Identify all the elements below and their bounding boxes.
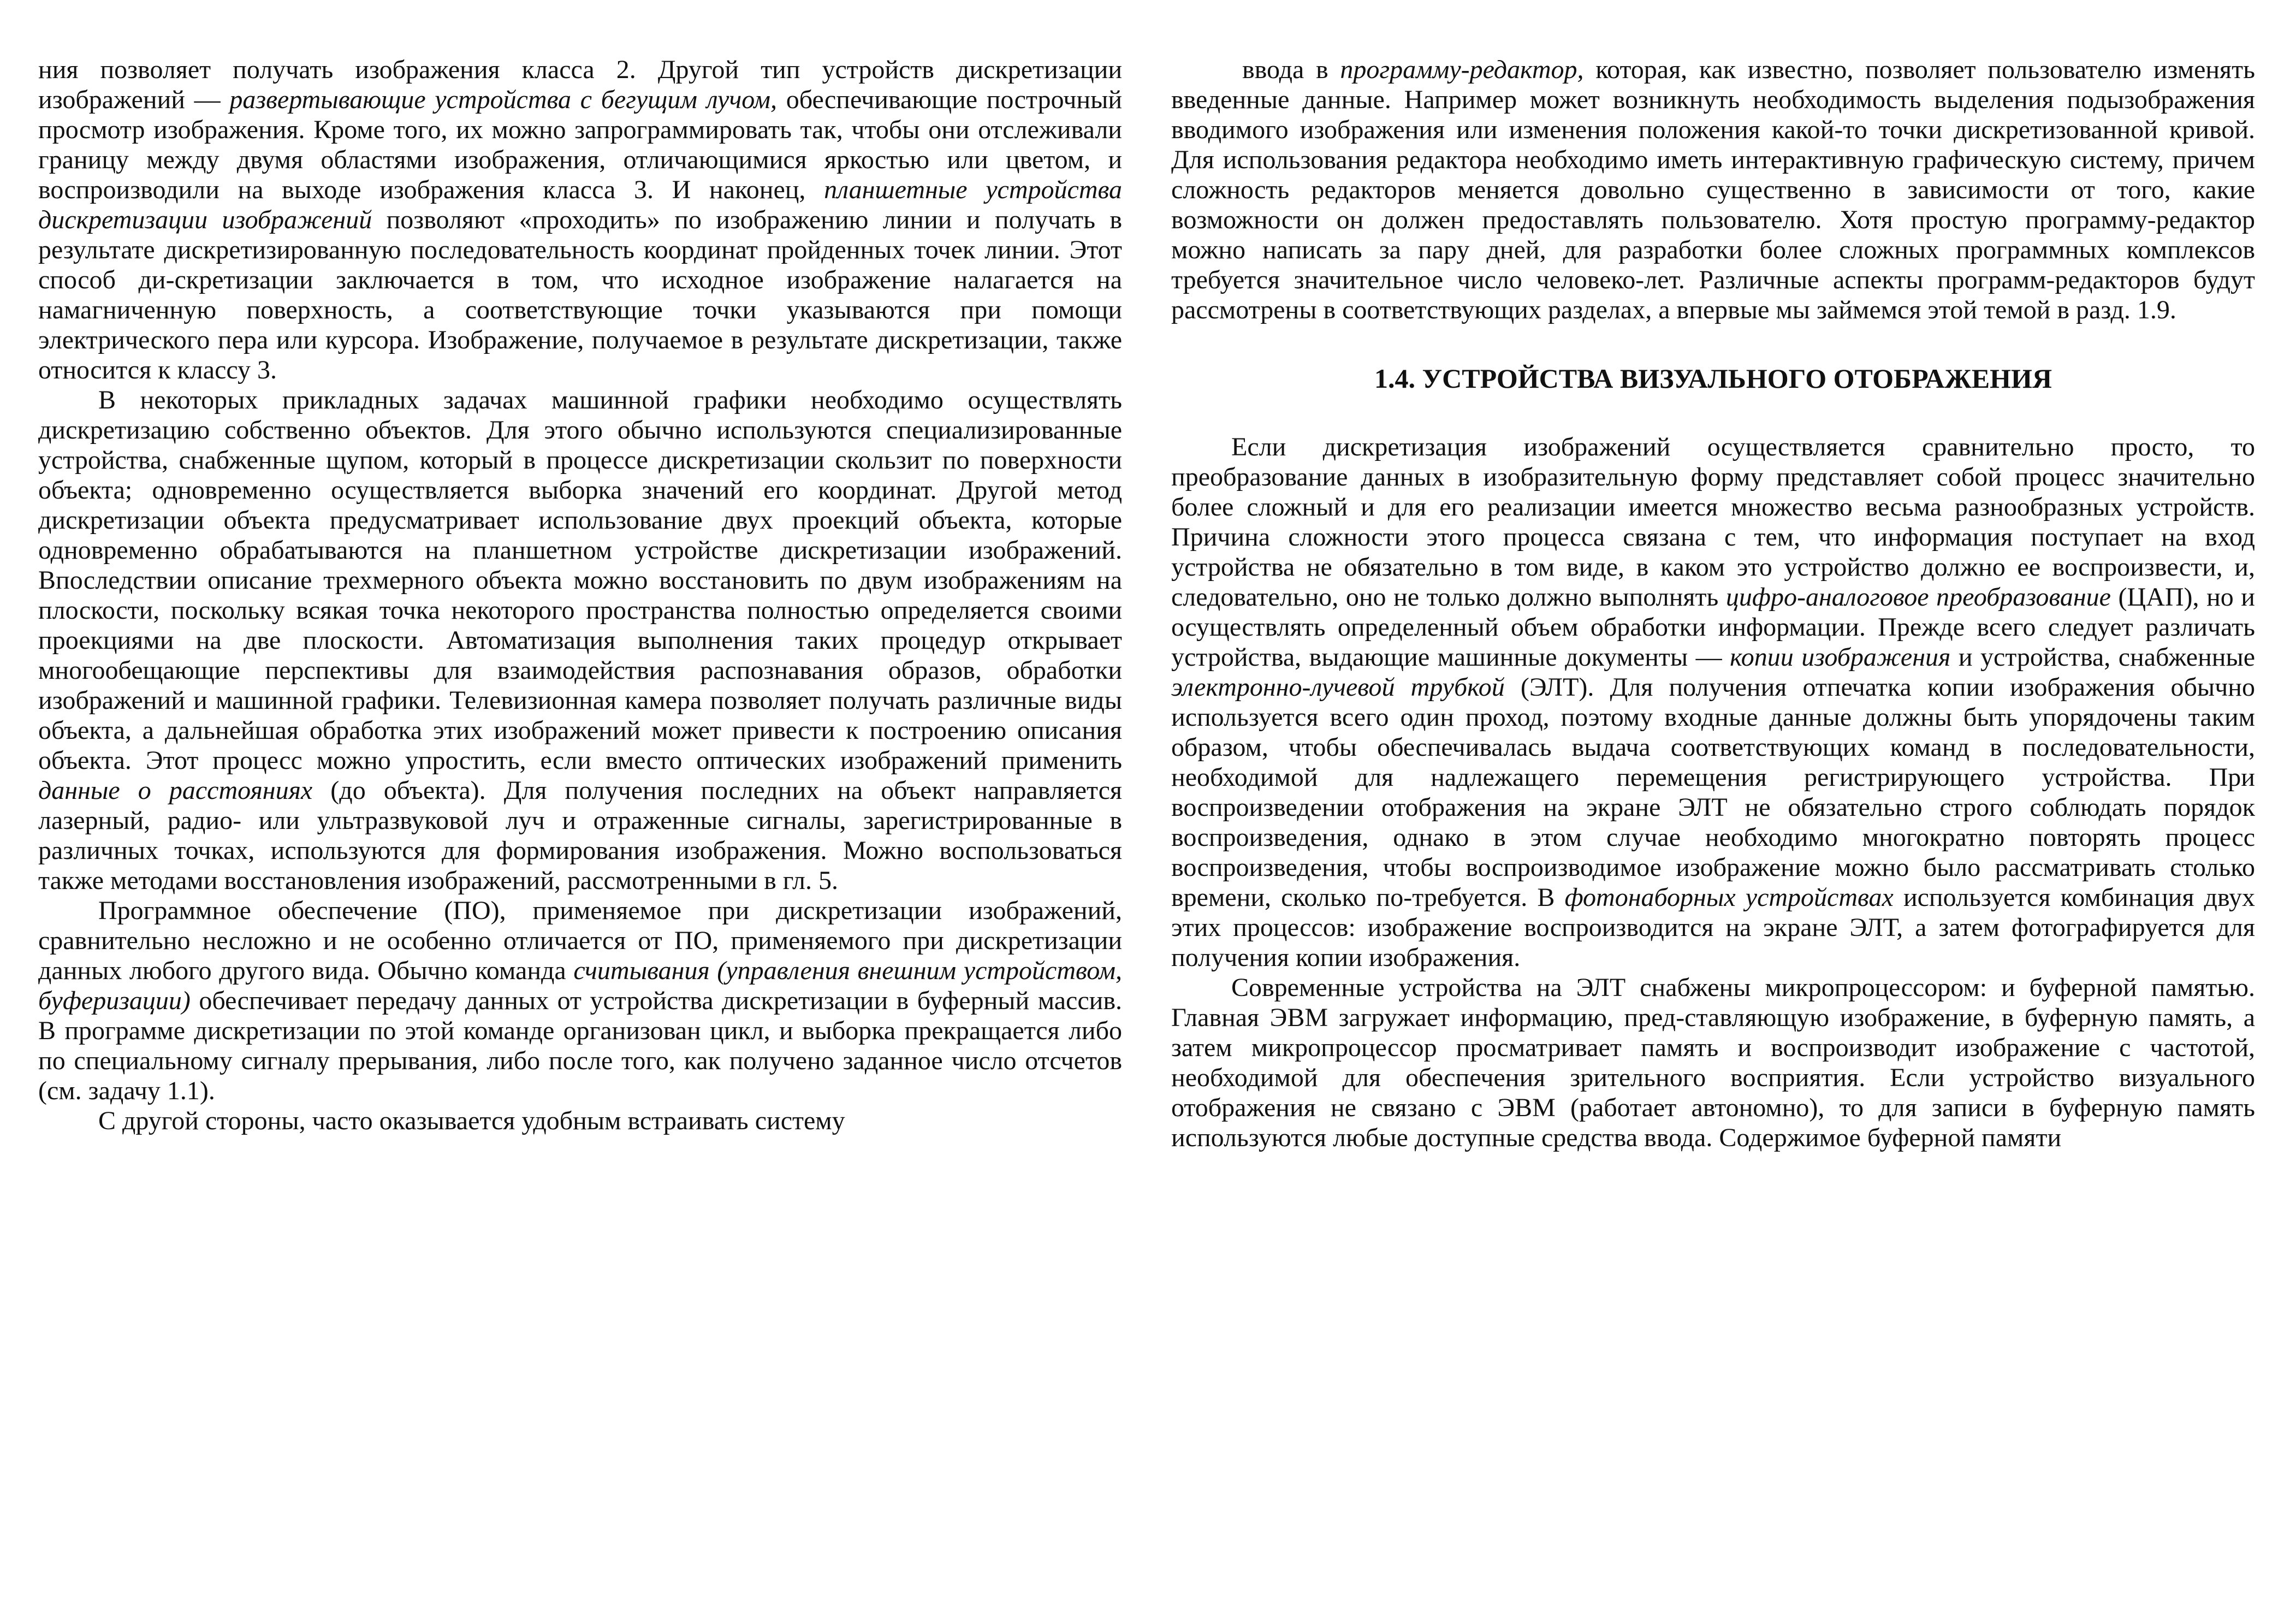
- left-paragraph-1: [38, 55, 1122, 385]
- text-run: (ЭЛТ). Для получения отпечатка копии изображения обычно используется всего один проход, поэтому входные данные должны быть упорядочены таким образом, чтобы обеспечивалась выдача соответствующих команд в последовательности, необходимой для надлежащего перемещения регистрирующего устройства. При воспроизведении отображения на экране ЭЛТ не обязательно строго соблюдать порядок воспроизведения, однако в этом случае необходимо многократно повторять процесс воспроизведения, чтобы воспроизводимое изображение можно было рассматривать столько времени, сколько по-требуется. В: [1171, 673, 2255, 912]
- right-paragraph-1: [1171, 55, 2255, 325]
- italic-term: программу-редактор,: [1340, 55, 1584, 84]
- right-paragraph-2: [1171, 432, 2255, 973]
- text-run: ввода в: [1242, 55, 1340, 84]
- text-run: обеспечивающие построчный просмотр изображения. Кроме того, их можно запрограммировать так, чтобы они отслеживали границу между двумя областями изображения, отличающимися яркостью или цветом, и воспроизводили на выходе изображения класса 3. И наконец,: [38, 85, 1123, 204]
- left-paragraph-3: [38, 896, 1122, 1106]
- text-run: ния позволяет получать изображения класса 2. Другой тип устройств дискретизации изображений —: [38, 55, 1122, 114]
- section-heading: 1.4. УСТРОЙСТВА ВИЗУАЛЬНОГО ОТОБРАЖЕНИЯ: [1374, 363, 2052, 394]
- text-run: (до объекта). Для получения последних на объект направляется лазерный, радио- или ультразвуковой луч и отраженные сигналы, зарегистрированные в различных точках, используются для формирования изображения. Можно воспользоваться также методами восстановления изображений, рассмотренными в гл. 5.: [38, 776, 1122, 895]
- italic-term: развертывающие устройства с бегущим лучом,: [229, 85, 778, 114]
- text-run: используется комбинация двух этих процессов: изображение воспроизводится на экране ЭЛТ, а затем фотографируется для получения копии изображения.: [1171, 883, 2255, 972]
- text-run: Программное обеспечение (ПО), применяемое при дискретизации изображений, сравнительно несложно и не особенно отличается от ПО, применяемого при дискретизации данных любого другого вида. Обычно команда: [38, 896, 1122, 985]
- italic-term: планшетные устройства дискретизации изображений: [38, 175, 1122, 234]
- text-run: С другой стороны, часто оказывается удобным встраивать систему: [98, 1106, 845, 1135]
- italic-term: данные о расстояниях: [38, 776, 313, 805]
- left-paragraph-4: [38, 1106, 1122, 1136]
- italic-term: цифро-аналоговое преобразование: [1725, 583, 2111, 612]
- text-run: В некоторых прикладных задачах машинной графики необходимо осуществлять дискретизацию собственно объектов. Для этого обычно используются специализированные устройства, снабженные щупом, который в процессе дискретизации скользит по поверхности объекта; одновременно осуществляется выборка значений его координат. Другой метод дискретизации объекта предусматривает использование двух проекций объекта, которые одновременно обрабатываются на планшетном устройстве дискретизации изображений. Впоследствии описание трехмерного объекта можно восстановить по двум изображениям на плоскости, поскольку всякая точка некоторого пространства полностью определяется своими проекциями на две плоскости. Автоматизация выполнения таких процедур открывает многообещающие перспективы для взаимодействия распознавания образов, обработки изображений и машинной графики. Телевизионная камера позволяет получать различные виды объекта, а дальнейшая обработка этих изображений может привести к построению описания объекта. Этот процесс можно упростить, если вместо оптических изображений применить: [38, 386, 1122, 775]
- right-column: [1171, 55, 2255, 1153]
- left-column: [38, 55, 1122, 1136]
- left-paragraph-2: [38, 385, 1122, 896]
- italic-term: фотонаборных устройствах: [1564, 883, 1894, 912]
- text-run: Если дискретизация изображений осуществляется сравнительно просто, то преобразование данных в изобразительную форму представляет собой процесс значительно более сложный и для его реализации имеется множество весьма разнообразных устройств. Причина сложности этого процесса связана с тем, что информация поступает на вход устройства не обязательно в том виде, в каком это устройство должно ее воспроизвести, и, следовательно, оно не только должно выполнять: [1171, 432, 2255, 612]
- text-run: Современные устройства на ЭЛТ снабжены микропроцессором: и буферной памятью. Главная ЭВМ загружает информацию, пред-ставляющую изображение, в буферную память, а затем микропроцессор просматривает память и воспроизводит изображение с частотой, необходимой для обеспечения зрительного восприятия. Если устройство визуального отображения не связано с ЭВМ (работает автономно), то для записи в буферную память используются любые доступные средства ввода. Содержимое буферной памяти: [1171, 973, 2255, 1152]
- italic-term: копии изображения: [1730, 643, 1951, 672]
- text-run: которая, как известно, позволяет пользователю изменять введенные данные. Например может возникнуть необходимость выделения подызображения вводимого изображения или изменения положения какой-то точки дискретизованной кривой. Для использования редактора необходимо иметь интерактивную графическую систему, причем сложность редакторов меняется довольно существенно в зависимости от того, какие возможности он должен предоставлять пользователю. Хотя простую программу-редактор можно написать за пару дней, для разработки более сложных программных комплексов требуется значительное число человеко-лет. Различные аспекты программ-редакторов будут рассмотрены в соответствующих разделах, а впервые мы займемся этой темой в разд. 1.9.: [1171, 55, 2256, 324]
- right-paragraph-3: [1171, 973, 2255, 1153]
- text-run: (ЦАП), но и осуществлять определенный объем обработки информации. Прежде всего следует различать устройства, выдающие машинные документы —: [1171, 583, 2255, 672]
- text-run: и устройства, снабженные: [1950, 643, 2256, 672]
- text-run: позволяют «проходить» по изображению линии и получать в результате дискретизированную последовательность координат пройденных точек линии. Этот способ ди-скретизации заключается в том, что исходное изображение налагается на намагниченную поверхность, а соответствующие точки указываются при помощи электрического пера или курсора. Изображение, получаемое в результате дискретизации, также относится к классу 3.: [38, 205, 1123, 384]
- text-run: обеспечивает передачу данных от устройства дискретизации в буферный массив. В программе дискретизации по этой команде организован цикл, и выборка прекращается либо по специальному сигналу прерывания, либо после того, как получено заданное число отсчетов (см. задачу 1.1).: [38, 986, 1122, 1105]
- italic-term: считывания (управления внешним устройством, буферизации): [38, 956, 1123, 1015]
- italic-term: электронно-лучевой трубкой: [1171, 673, 1505, 702]
